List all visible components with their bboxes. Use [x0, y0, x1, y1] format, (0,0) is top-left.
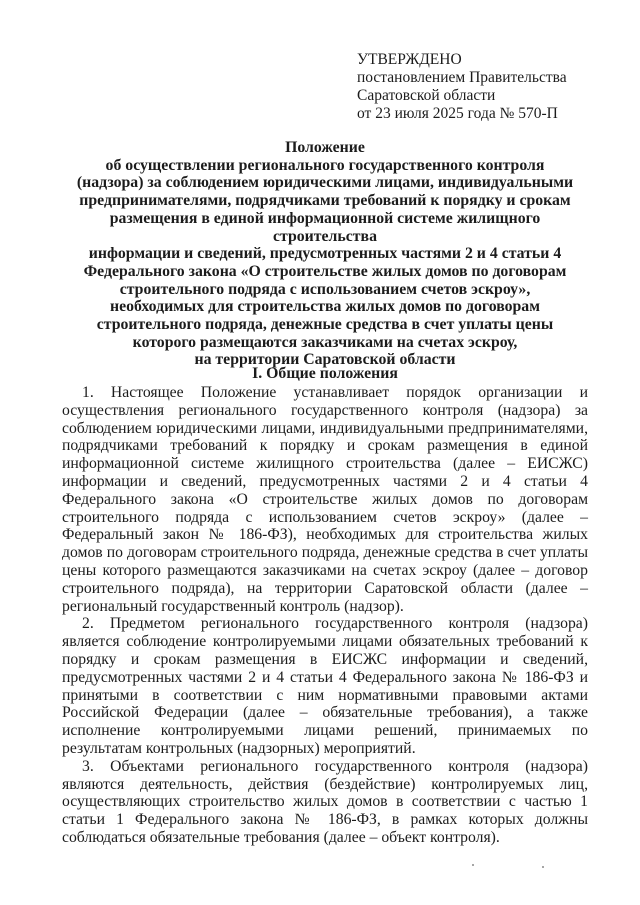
title-line: информации и сведений, предусмотренных частями 2 и 4 статьи 4: [88, 245, 562, 263]
paragraph-2: 2. Предметом регионального государственного контроля (надзора) является соблюдение контролируемыми лицами обязательных требований к порядку и срокам размещения в ЕИСЖС информации и сведений, предусмотренных частями 2 и 4 статьи 4 Федерального закона № 186-ФЗ и принятыми в соответствии с ним нормативными правовыми актами Российской Федерации (далее – обязательные требования), а также исполнение контролируемыми лицами решений, принимаемых по результатам контрольных (надзорных) мероприятий.: [62, 615, 588, 757]
title-line: строительного подряда, денежные средства в счет уплаты цены: [96, 316, 554, 334]
title-line: (надзора) за соблюдением юридическими лицами, индивидуальными: [76, 174, 574, 192]
title-line: строительного подряда с использованием счетов эскроу»,: [119, 280, 531, 298]
approval-stamp-block: [357, 51, 567, 123]
title-line: на территории Саратовской области: [194, 351, 456, 369]
approval-line: Саратовской области: [357, 87, 496, 104]
approval-line: постановлением Правительства: [357, 69, 567, 86]
approval-line: УТВЕРЖДЕНО: [357, 51, 462, 68]
approval-line: от 23 июля 2025 года № 570-П: [357, 105, 558, 122]
scan-speck: [472, 864, 474, 866]
title-line: размещения в единой информационной системе жилищного строительства: [109, 209, 541, 245]
title-line: предпринимателями, подрядчиками требований к порядку и срокам: [79, 192, 571, 210]
title-line: Положение: [285, 139, 365, 156]
title-line: которого размещаются заказчиками на счетах эскроу,: [132, 333, 518, 351]
title-line: Федерального закона «О строительстве жилых домов по договорам: [83, 262, 567, 280]
paragraph-3: 3. Объектами регионального государственного контроля (надзора) являются деятельность, действия (бездействие) контролируемых лиц, осуществляющих строительство жилых домов в соответствии с частью 1 статьи 1 Федерального закона № 186-ФЗ, в рамках которых должны соблюдаться обязательные требования (далее – объект контроля).: [62, 757, 588, 846]
title-line: об осуществлении регионального государственного контроля: [105, 156, 545, 174]
title-line: необходимых для строительства жилых домов по договорам: [110, 298, 540, 316]
scan-speck: [542, 866, 544, 868]
paragraph-1: 1. Настоящее Положение устанавливает порядок организации и осуществления регионального государственного контроля (надзора) за соблюдением юридическими лицами, индивидуальными предпринимателями, подрядчиками требований к порядку и срокам размещения в единой информационной системе жилищного строительства (далее – ЕИСЖС) информации и сведений, предусмотренных частями 2 и 4 статьи 4 Федерального закона «О строительстве жилых домов по договорам строительного подряда с использованием счетов эскроу» (далее – Федеральный закон № 186-ФЗ), необходимых для строительства жилых домов по договорам строительного подряда, денежные средства в счет уплаты цены которого размещаются заказчиками на счетах эскроу (далее – договор строительного подряда), на территории Саратовской области (далее – региональный государственный контроль (надзор).: [62, 384, 588, 615]
document-body: [62, 384, 588, 847]
section-heading-general-provisions: I. Общие положения: [252, 365, 398, 382]
document-title: [62, 139, 588, 369]
